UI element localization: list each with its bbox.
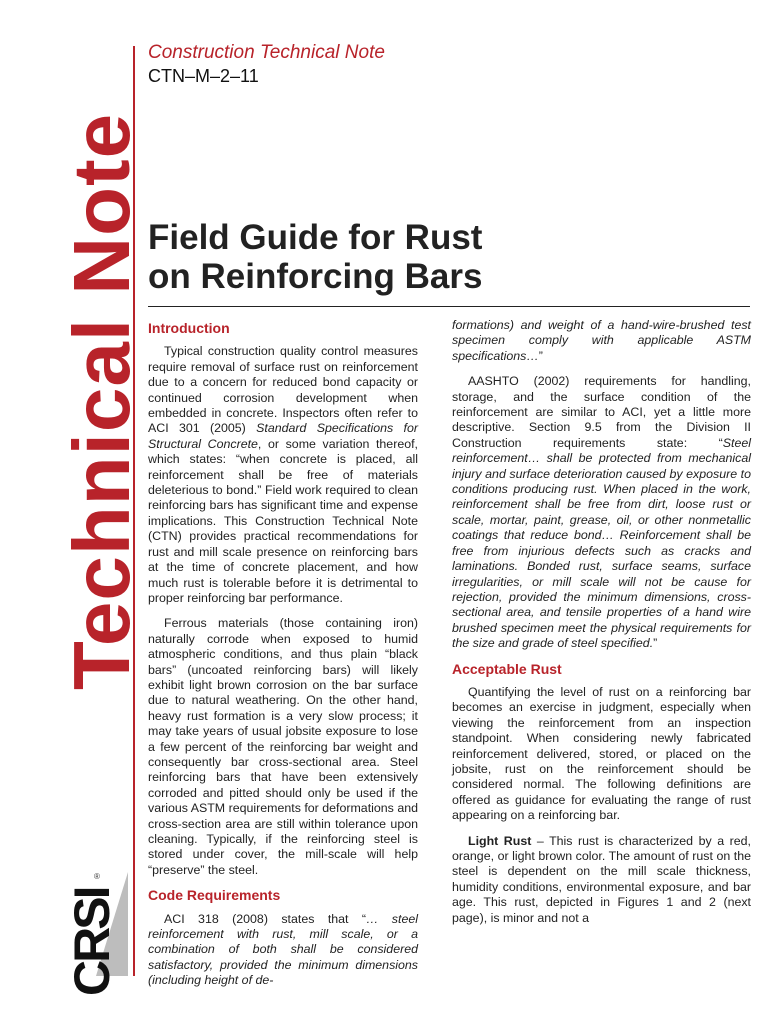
aashto-close-quote: ”: [653, 636, 658, 651]
code-paragraph-1: [148, 912, 418, 989]
aashto-quote: Steel reinforcement… shall be protected from mechanical injury and surface deterioration caused by exposure to conditions producing rust. When placed in the work, reinforcement shall be free from dirt, loose rust or scale, mortar, paint, grease, oil, or other nonmetallic coatings that reduce bond… Reinforcement shall be free from injurious defects such as cracks and laminations. Bonded rust, surface seams, surface irregularities, or mill scale will not be cause for rejection, provided the minimum dimensions, cross-sectional area, and tensile properties of a hand wire brushed specimen meet the physical requirements for the size and grade of steel specified.: [452, 435, 751, 651]
code-paragraph-1-continued: [452, 318, 751, 364]
aashto-paragraph: [452, 374, 751, 651]
logo-registered-mark: ®: [94, 872, 100, 881]
acceptable-rust-paragraph: Quantifying the level of rust on a reinforcing bar becomes an exercise in judgment, especially when viewing the reinforcement from an inspection standpoint. When considering newly fabricated reinforcement delivered, stored, or placed on the jobsite, rust on the reinforcement should be considered normal. The following definitions are offered as guidance for evaluating the range of rust appearing on a reinforcing bar.: [452, 684, 751, 823]
acceptable-rust-heading: Acceptable Rust: [452, 660, 562, 677]
page-title: [148, 218, 748, 296]
title-line-1: Field Guide for Rust: [148, 218, 483, 257]
title-line-2: on Reinforcing Bars: [148, 257, 483, 296]
code-requirements-heading: Code Requirements: [148, 887, 281, 904]
aashto-text: AASHTO (2002) requirements for handling, storage, and the surface condition of the reinforcement are similar to ACI, yet a little more descriptive. Section 9.5 from the Division II Construction requirements state: “: [452, 374, 751, 450]
document-code: CTN–M–2–11: [148, 66, 259, 86]
intro-paragraph-1: [148, 344, 418, 606]
intro-p1-citation: Standard Specifications for Structural Concrete: [148, 421, 418, 451]
intro-paragraph-2: Ferrous materials (those containing iron) naturally corrode when exposed to humid atmospheric conditions, and thus plain “black bars” (uncoated reinforcing bars) will likely exhibit light brown corrosion on the bar surface due to natural weathering. On the other hand, heavy rust formation is a very slow process; it may take years of usual jobsite exposure to lose a few percent of the reinforcing bar weight and consequently bar cross-sectional area. Steel reinforcing bars that have been extensively corroded and pitted should only be used if the various ASTM requirements for deformations and cross-section area are still within tolerance upon cleaning. Typically, if the reinforcing steel is stored under cover, the mill-scale will help “preserve” the steel.: [148, 616, 418, 877]
code-p1-text: ACI 318 (2008) states that “: [164, 911, 367, 926]
right-column: [452, 318, 751, 926]
crsi-logo: CRSI: [64, 888, 120, 996]
light-rust-term: Light Rust: [468, 833, 532, 848]
code-p1-close-quote: ”: [538, 348, 543, 363]
title-divider: [148, 306, 750, 307]
vertical-banner-title: Technical Note: [57, 112, 146, 690]
left-column: [148, 318, 418, 989]
code-p1-quote-continued: formations) and weight of a hand-wire-brushed test specimen comply with applicable ASTM specifications…: [452, 318, 751, 363]
series-label: Construction Technical Note: [148, 42, 385, 63]
introduction-heading: Introduction: [148, 320, 230, 336]
intro-p1-text-b: , or some variation thereof, which states: “when concrete is placed, all reinforcement shall be free of materials deleterious to bond.” Field work required to clean reinforcing bars has significant time and expense implications. This Construction Technical Note (CTN) provides practical recommendations for rust and mill scale presence on reinforcing bars at the time of concrete placement, and how much rust is tolerable before it is detrimental to proper reinforcing bar performance.: [148, 436, 418, 605]
intro-p1-text-a: Typical construction quality control measures require removal of surface rust on reinforcement due to a concern for reduced bond capacity or continued corrosion development when embedded in concrete. Inspectors often refer to ACI 301 (2005): [148, 344, 418, 436]
light-rust-text: – This rust is characterized by a red, orange, or light brown color. The amount of rust on the steel is dependent on the mill scale thickness, humidity conditions, environmental exposure, and bar age. This rust, depicted in Figures 1 and 2 (next page), is minor and not a: [452, 833, 751, 925]
code-p1-quote: … steel reinforcement with rust, mill scale, or a combination of both shall be considered satisfactory, provided the minimum dimensions (including height of de-: [148, 911, 418, 988]
light-rust-paragraph: [452, 834, 751, 926]
